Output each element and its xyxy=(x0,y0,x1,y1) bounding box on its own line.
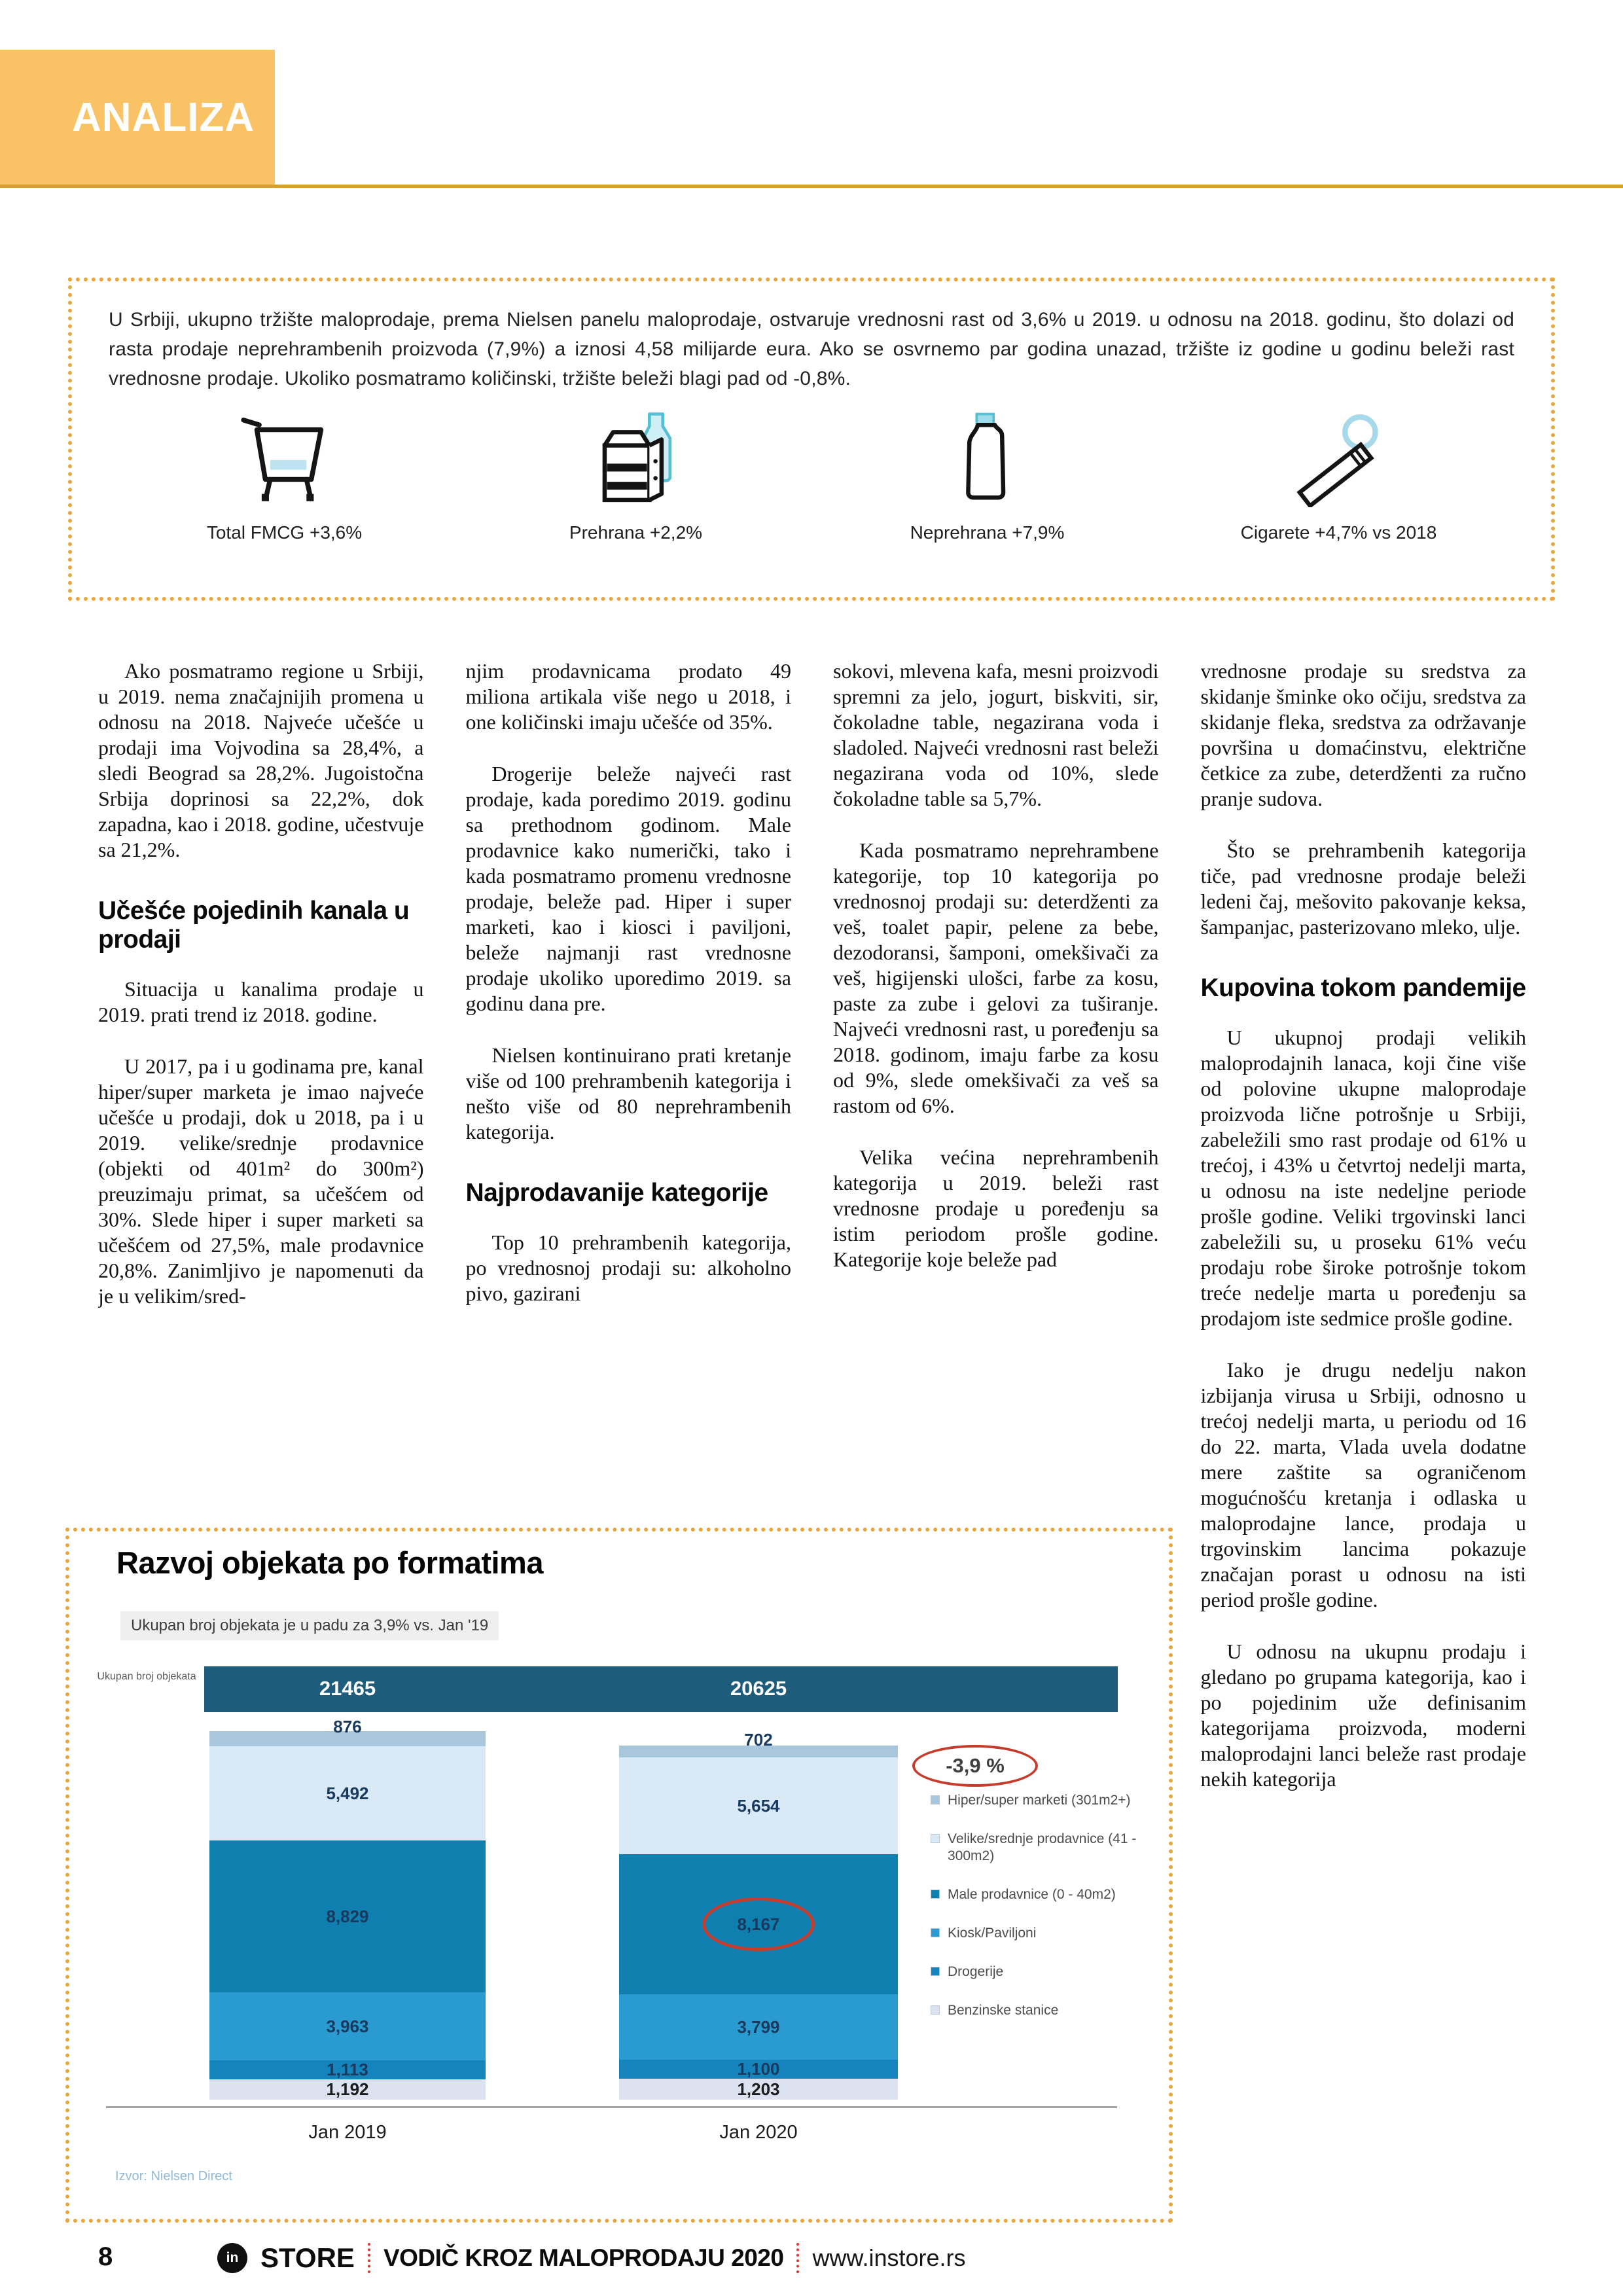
legend-swatch xyxy=(931,1967,940,1976)
legend-label: Drogerije xyxy=(948,1964,1004,1979)
chart-total-axis-label: Ukupan broj objekata xyxy=(97,1671,196,1682)
stat-prehrana xyxy=(460,410,812,543)
bar-segment xyxy=(209,1717,486,1746)
stacked-bar xyxy=(209,1717,486,2100)
footer-separator xyxy=(368,2243,370,2273)
bar-segment xyxy=(619,1757,898,1854)
lede-box xyxy=(68,278,1555,601)
bar-segment xyxy=(619,1854,898,1994)
article-column xyxy=(833,658,1159,1504)
section-header xyxy=(0,50,275,185)
bar-segment xyxy=(209,1746,486,1840)
article-paragraph: Situacija u kanalima prodaje u 2019. prati trend iz 2018. godine. xyxy=(98,977,424,1026)
legend-item xyxy=(931,1925,1156,1942)
stat-label: Cigarete +4,7% vs 2018 xyxy=(1240,522,1437,543)
bar-total-value: 20625 xyxy=(730,1677,787,1700)
guide-title: VODIČ KROZ MALOPRODAJU 2020 xyxy=(383,2244,784,2271)
article-column xyxy=(466,658,792,1504)
article-subheading: Kupovina tokom pandemije xyxy=(1200,974,1526,1002)
legend-item xyxy=(931,1831,1156,1865)
article-paragraph: U 2017, pa i u godinama pre, kanal hiper/super marketa je imao najveće učešće u prodaji, dok u 2018, pa i u 2019. velike/srednje prodavnice (objekti od 401m² do 300m²) preuzimaju primat, sa učešćem od 30%. Slede hiper i super marketi sa učešćem od 27,5%, male prodavnice 20,8%. Zanimljivo je napomenuti da je u velikim/sred- xyxy=(98,1054,424,1308)
cigarette-icon xyxy=(1277,410,1401,511)
bar-total-value: 21465 xyxy=(319,1677,376,1700)
x-axis-label: Jan 2020 xyxy=(719,2122,798,2143)
stat-neprehrana xyxy=(812,410,1163,543)
bar-segment-label: 5,654 xyxy=(737,1795,780,1816)
article-paragraph: sokovi, mlevena kafa, mesni proizvodi spremni za jelo, jogurt, biskviti, sir, čokoladne table, negazirana voda i sladoled. Najveći vrednosni rast beleži negazirana voda od 10%, slede čokoladne table sa 5,7%. xyxy=(833,659,1159,810)
footer-brand-cluster xyxy=(217,2238,966,2278)
chart-box xyxy=(65,1528,1173,2223)
article-subheading: Najprodavanije kategorije xyxy=(465,1179,768,1207)
legend-item xyxy=(931,1964,1156,1981)
bar-segment-label: 702 xyxy=(744,1729,773,1749)
stacked-bar xyxy=(619,1729,898,2100)
chart-source: Izvor: Nielsen Direct xyxy=(115,2169,232,2183)
website-url: www.instore.rs xyxy=(812,2244,966,2271)
legend-swatch xyxy=(931,1890,940,1899)
x-axis-label: Jan 2019 xyxy=(308,2122,387,2143)
stat-label: Total FMCG +3,6% xyxy=(206,522,363,543)
bar-segment xyxy=(209,2060,486,2079)
article-paragraph: Što se prehrambenih kategorija tiče, pad vrednosne prodaje beleži ledeni čaj, mešovito pakovanje keksa, šampanjac, pasterizovano mleko, ulje. xyxy=(1200,838,1526,939)
bar-segment xyxy=(619,2060,898,2079)
article-paragraph: Ako posmatramo regione u Srbiji, u 2019. nema značajnijih promena u odnosu na 2018. Najveće učešće u prodaji ima Vojvodina sa 28,4%, a sledi Beograd sa 28,2%. Jugoistočna Srbija doprinosi sa 22,2%, dok zapadna, kao i 2018. godine, učestvuje sa 21,2%. xyxy=(98,659,424,861)
bar-segment xyxy=(619,2079,898,2100)
legend-label: Benzinske stanice xyxy=(948,2003,1059,2018)
article-paragraph: Top 10 prehrambenih kategorija, po vrednosnoj prodaji su: alkoholno pivo, gazirani xyxy=(465,1230,791,1305)
article-paragraph: Iako je drugu nedelju nakon izbijanja virusa u Srbiji, odnosno u trećoj nedelji marta, u periodu od 16 do 22. marta, Vlada uvela dodatne mere zaštite sa ograničenom mogućnošću kretanja i odlaska u maloprodajne lance, prodaja u trgovinskim lancima pokazuje značajan porast u odnosu na isti period prošle godine. xyxy=(1200,1358,1526,1611)
bar-segment-label: 3,799 xyxy=(737,2017,780,2037)
bar-segment-label: 1,192 xyxy=(326,2079,369,2099)
chart-x-axis xyxy=(106,2106,1117,2108)
bar-segment-label: 1,100 xyxy=(737,2059,780,2079)
legend-item xyxy=(931,2002,1156,2019)
article-paragraph: Drogerije beleže najveći rast prodaje, kada poredimo 2019. godinu sa prethodnom godinom. Male prodavnice kako numerički, tako i kada posmatramo promenu vrednosne prodaje, beleže pad. Hiper i super marketi, kao i kiosci i paviljoni, beleže najmanji rast vrednosne prodaje ukoliko uporedimo 2019. sa godinu dana pre. xyxy=(465,762,791,1015)
total-change-annotation: -3,9 % xyxy=(912,1745,1038,1787)
bar-segment xyxy=(209,1992,486,2060)
stat-label: Prehrana +2,2% xyxy=(569,522,703,543)
bar-segment-label: 1,113 xyxy=(327,2060,368,2079)
lede-stats-row xyxy=(109,410,1514,543)
bar-segment xyxy=(619,1729,898,1757)
legend-swatch xyxy=(931,1928,940,1937)
article-paragraph: U ukupnoj prodaji velikih maloprodajnih lanaca, koji čine više od polovine ukupne maloprodaje proizvoda lične potrošnje u Srbiji, zabeležili smo rast prodaje od 61% u trećoj, i 43% u četvrtoj nedelji marta, u odnosu na iste nedeljne periode prošle godine. Veliki trgovinski lanci zabeležili su, u proseku 61% veću prodaju robe široke potrošnje tokom treće nedelje marta u poređenju sa prodajom iste sedmice prošle godine. xyxy=(1200,1026,1526,1330)
stat-total-fmcg xyxy=(109,410,460,543)
legend-swatch xyxy=(931,1795,940,1804)
stat-cigarete xyxy=(1163,410,1514,543)
nonfood-bottle-icon xyxy=(948,410,1027,511)
bar-segment xyxy=(619,1994,898,2060)
article-paragraph: njim prodavnicama prodato 49 miliona artikala više nego u 2018, i one količinski imaju učešće od 35%. xyxy=(465,659,791,734)
bar-segment xyxy=(209,1840,486,1992)
legend-swatch xyxy=(931,1834,940,1843)
chart-title: Razvoj objekata po formatima xyxy=(116,1545,543,1580)
footer-separator xyxy=(796,2243,799,2273)
bar-segment-label: 3,963 xyxy=(326,2016,369,2036)
bar-segment-label: 8,167 xyxy=(737,1914,780,1934)
lede-text: U Srbiji, ukupno tržište maloprodaje, prema Nielsen panelu maloprodaje, ostvaruje vrednosni rast od 3,6% u 2019. u odnosu na 2018. godinu, što dolazi od rasta prodaje neprehrambenih proizvoda (7,9%) a iznosi 4,58 milijarde eura. Ako se osvrnemo par godina unazad, tržište iz godine u godinu beleži rast vrednosne prodaje. Ukoliko posmatramo količinski, tržište beleži blagi pad od -0,8%. xyxy=(109,309,1514,389)
bar-segment-label: 876 xyxy=(333,1717,362,1736)
article-paragraph: U odnosu na ukupnu prodaju i gledano po grupama kategorija, kao i po pojedinim uže definisanim kategorijama proizvoda, moderni maloprodajni lanci beleže rast prodaje nekih kategorija xyxy=(1200,1640,1526,1791)
article-paragraph: vrednosne prodaje su sredstva za skidanje šminke oko očiju, sredstva za skidanje fleka, sredstva za održavanje površina u domaćinstvu, električne četkice za zube, deterdženti za ručno pranje sudova. xyxy=(1200,659,1526,810)
page-number: 8 xyxy=(98,2242,113,2271)
section-title: ANALIZA xyxy=(72,94,255,140)
article-column xyxy=(1201,658,1527,2216)
bar-segment-label: 8,829 xyxy=(326,1906,369,1926)
legend-label: Velike/srednje prodavnice (41 - 300m2) xyxy=(948,1831,1137,1863)
article-subheading: Učešće pojedinih kanala u prodaji xyxy=(98,897,410,954)
legend-swatch xyxy=(931,2005,940,2015)
legend-label: Hiper/super marketi (301m2+) xyxy=(948,1793,1131,1808)
article-paragraph: Nielsen kontinuirano prati kretanje više od 100 prehrambenih kategorija i nešto više od 80 neprehrambenih kategorija. xyxy=(465,1043,791,1143)
stat-label: Neprehrana +7,9% xyxy=(910,522,1065,543)
legend-label: Male prodavnice (0 - 40m2) xyxy=(948,1887,1116,1902)
article-column xyxy=(98,658,424,1504)
cart-icon xyxy=(226,410,344,511)
legend-label: Kiosk/Paviljoni xyxy=(948,1926,1037,1941)
article-paragraph: Velika većina neprehrambenih kategorija u 2019. beleži rast vrednosne prodaje u poređenju sa istim periodom prošle godine. Kategorije koje beleže pad xyxy=(833,1145,1159,1271)
legend-item xyxy=(931,1886,1156,1903)
bar-segment-label: 5,492 xyxy=(326,1783,369,1803)
instore-logo-icon: in xyxy=(217,2243,247,2273)
article-paragraph: Kada posmatramo neprehrambene kategorije, top 10 kategorija po vrednosnoj prodaji su: deterdženti za veš, toalet papir, pelene za bebe, dezodoransi, šamponi, omekšivači za veš, higijenski ulošci, farbe za kosu, paste za zube i gelovi za tuširanje. Najveći vrednosni rast, u poređenju sa 2018. godinom, imaju farbe za kosu od 9%, slede omekšivači za veš sa rastom od 6%. xyxy=(833,838,1159,1117)
page-footer xyxy=(0,2238,1623,2278)
chart-legend xyxy=(931,1792,1156,2041)
food-icon xyxy=(577,410,695,511)
bar-segment xyxy=(209,2079,486,2100)
legend-item xyxy=(931,1792,1156,1809)
header-rule xyxy=(0,185,1623,188)
chart-subtitle: Ukupan broj objekata je u padu za 3,9% vs. Jan '19 xyxy=(120,1611,499,1640)
store-logo-text: STORE xyxy=(260,2242,355,2273)
bar-segment-label: 1,203 xyxy=(737,2079,780,2099)
